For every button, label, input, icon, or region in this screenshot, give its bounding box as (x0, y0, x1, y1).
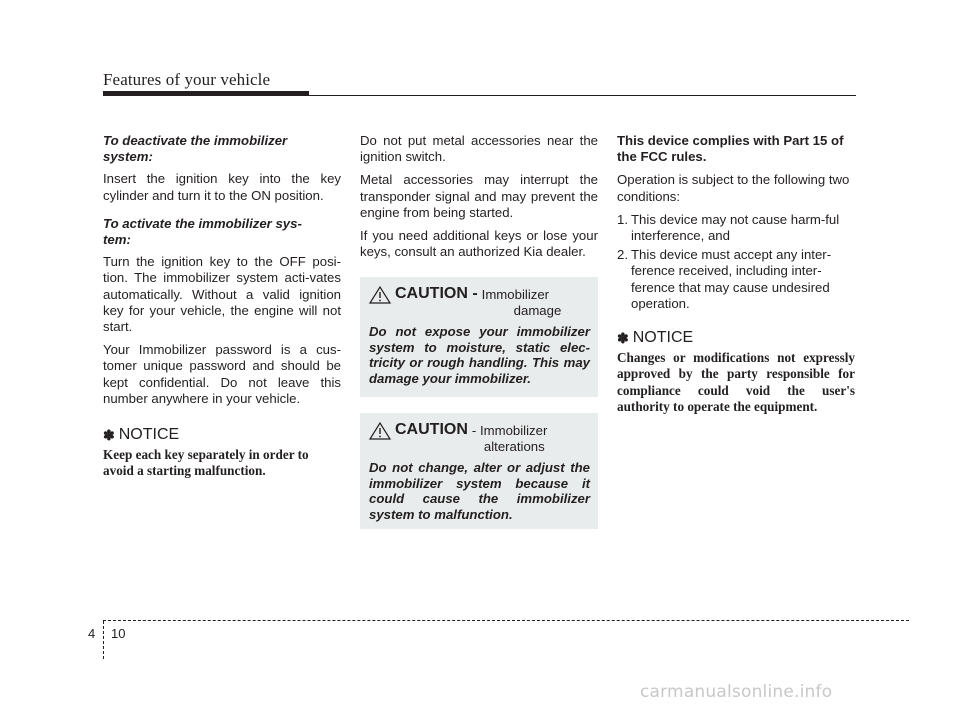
caution-word: CAUTION (395, 421, 468, 438)
notice-body: Changes or modifications not expressly approved by the party responsible for compliance could void the user's authority to operate the equipment. (617, 350, 855, 414)
caution-title (369, 285, 590, 319)
list-item-number: 2. (617, 247, 628, 263)
deactivate-heading: To deactivate the immobilizer system: (103, 133, 288, 165)
list-item (617, 247, 855, 312)
caution-subtitle-line-1: Immobilizer (481, 287, 550, 302)
caution-title (369, 421, 590, 455)
notice-icon: ✽ (617, 330, 629, 347)
caution-subtitle (472, 421, 547, 455)
deactivate-text: Insert the ignition key into the key cylinder and turn it to the ON position. (103, 171, 341, 203)
activate-text: Turn the ignition key to the OFF posi-tion. The immobilizer system acti-vates automatically. Without a valid ignition key for your vehicle, the engine will not start. (103, 254, 341, 335)
conditions-list (617, 212, 855, 312)
caution-word: CAUTION - (395, 285, 478, 302)
activate-heading: To activate the immobilizer sys-tem: (103, 215, 302, 248)
notice-label: NOTICE (632, 329, 694, 347)
caution-subtitle-line-2: damage (513, 303, 562, 318)
page-number: 10 (111, 626, 126, 641)
list-item-text: This device must accept any inter-ference received, including inter-ference that may cause undesired operation. (631, 247, 832, 311)
conditions-intro: Operation is subject to the following two conditions: (617, 172, 850, 204)
warning-triangle-icon (369, 286, 391, 304)
chapter-number: 4 (88, 626, 96, 641)
caution-text: Do not expose your immobilizer system to moisture, static elec-tricity or rough handling. This may damage your immobilizer. (369, 324, 590, 386)
caution-box-alterations (360, 413, 598, 529)
password-text: Your Immobilizer password is a cus-tomer unique password and should be kept confidential. Do not leave this number anywhere in your vehicle. (103, 342, 341, 406)
list-item-text: This device may not cause harm-ful interference, and (631, 211, 840, 244)
section-title: Features of your vehicle (103, 70, 271, 89)
notice-label: NOTICE (118, 426, 180, 444)
interrupt-text: Metal accessories may interrupt the transponder signal and may prevent the engine from being started. (360, 172, 598, 220)
caution-text: Do not change, alter or adjust the immobilizer system because it could cause the immobilizer system to malfunction. (369, 460, 590, 522)
caution-subtitle-line-2: alterations (483, 439, 545, 454)
notice-icon: ✽ (103, 427, 115, 444)
fcc-text: This device complies with Part 15 of the FCC rules. (617, 133, 844, 165)
watermark: carmanualsonline.info (640, 682, 833, 702)
caution-subtitle-line-1: - Immobilizer (471, 423, 548, 438)
notice-body: Keep each key separately in order to avoid a starting malfunction. (103, 447, 309, 479)
keys-text: If you need additional keys or lose your keys, consult an authorized Kia dealer. (360, 228, 598, 260)
metal-text: Do not put metal accessories near the ignition switch. (360, 133, 598, 165)
column-1 (103, 133, 341, 480)
warning-triangle-icon (369, 422, 391, 440)
list-item (617, 212, 855, 244)
notice-heading (103, 427, 341, 443)
column-3 (617, 133, 855, 415)
notice-heading (617, 330, 855, 346)
caution-subtitle (482, 285, 562, 319)
column-2 (360, 133, 598, 267)
footer-rule (103, 620, 909, 621)
footer-divider (103, 621, 104, 659)
header-rule (103, 95, 856, 96)
list-item-number: 1. (617, 211, 628, 227)
caution-box-damage (360, 277, 598, 397)
